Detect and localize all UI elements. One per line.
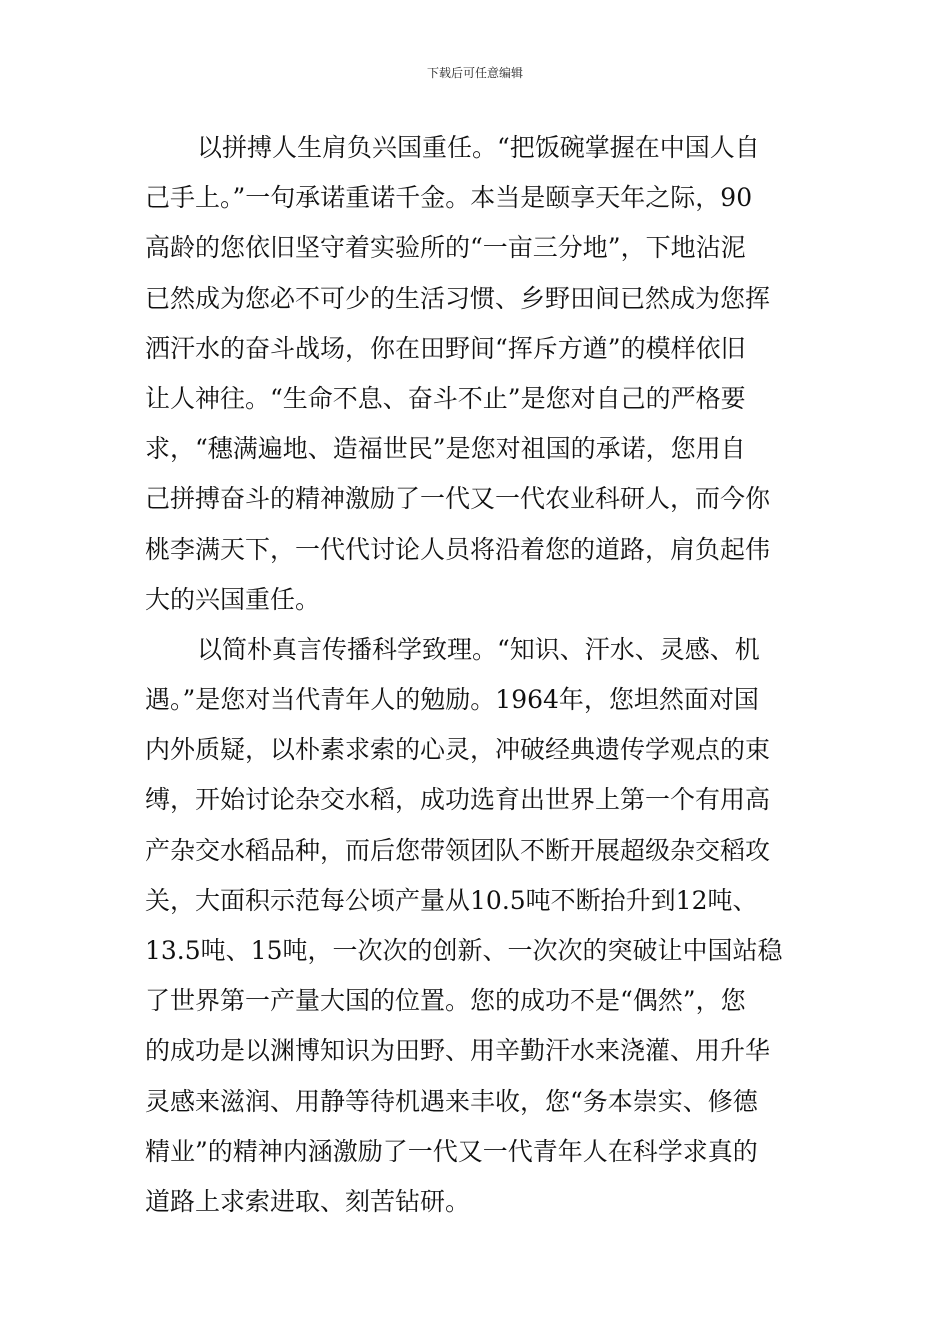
text-line: 己手上。”一句承诺重诺千金。本当是颐享天年之际，90 [145, 183, 753, 213]
text-line: 缚，开始讨论杂交水稻，成功选育出世界上第一个有用高 [145, 785, 771, 815]
text-line: 让人神往。“生命不息、奋斗不止”是您对自己的严格要 [145, 383, 746, 413]
text-line: 灵感来滋润、用静等待机遇来丰收，您“务本崇实、修德 [145, 1086, 758, 1116]
text-line: 精业”的精神内涵激励了一代又一代青年人在科学求真的 [145, 1136, 758, 1166]
text-line: 以拼搏人生肩负兴国重任。“把饭碗掌握在中国人自 [197, 133, 760, 162]
paragraph-2 [145, 625, 810, 1227]
paragraph-1 [145, 123, 810, 625]
text-line: 了世界第一产量大国的位置。您的成功不是“偶然”，您 [145, 986, 746, 1016]
text-line: 的成功是以渊博知识为田野、用辛勤汗水来浇灌、用升华 [145, 1036, 771, 1066]
text-line: 高龄的您依旧坚守着实验所的“一亩三分地”，下地沾泥 [145, 233, 746, 263]
text-line: 洒汗水的奋斗战场，你在田野间“挥斥方遒”的模样依旧 [145, 333, 746, 363]
text-line: 内外质疑，以朴素求索的心灵，冲破经典遗传学观点的束 [145, 735, 771, 765]
text-line: 关，大面积示范每公顷产量从10.5吨不断抬升到12吨、 [145, 885, 758, 915]
document-body [145, 123, 810, 1227]
text-line: 产杂交水稻品种，而后您带领团队不断开展超级杂交稻攻 [145, 835, 771, 865]
text-line: 已然成为您必不可少的生活习惯、乡野田间已然成为您挥 [145, 283, 771, 313]
text-line: 遇。”是您对当代青年人的勉励。1964年，您坦然面对国 [145, 685, 759, 715]
text-line: 13.5吨、15吨，一次次的创新、一次次的突破让中国站稳 [145, 936, 783, 965]
text-line: 大的兴国重任。 [145, 584, 321, 614]
text-line: 求，“穗满遍地、造福世民”是您对祖国的承诺，您用自 [145, 434, 746, 464]
text-line: 以简朴真言传播科学致理。“知识、汗水、灵感、机 [197, 634, 760, 664]
text-line: 己拼搏奋斗的精神激励了一代又一代农业科研人，而今你 [145, 484, 771, 514]
page-header: 下载后可任意编辑 [426, 66, 523, 80]
text-line: 桃李满天下，一代代讨论人员将沿着您的道路，肩负起伟 [145, 534, 771, 564]
text-line: 道路上求索进取、刻苦钻研。 [145, 1186, 471, 1216]
